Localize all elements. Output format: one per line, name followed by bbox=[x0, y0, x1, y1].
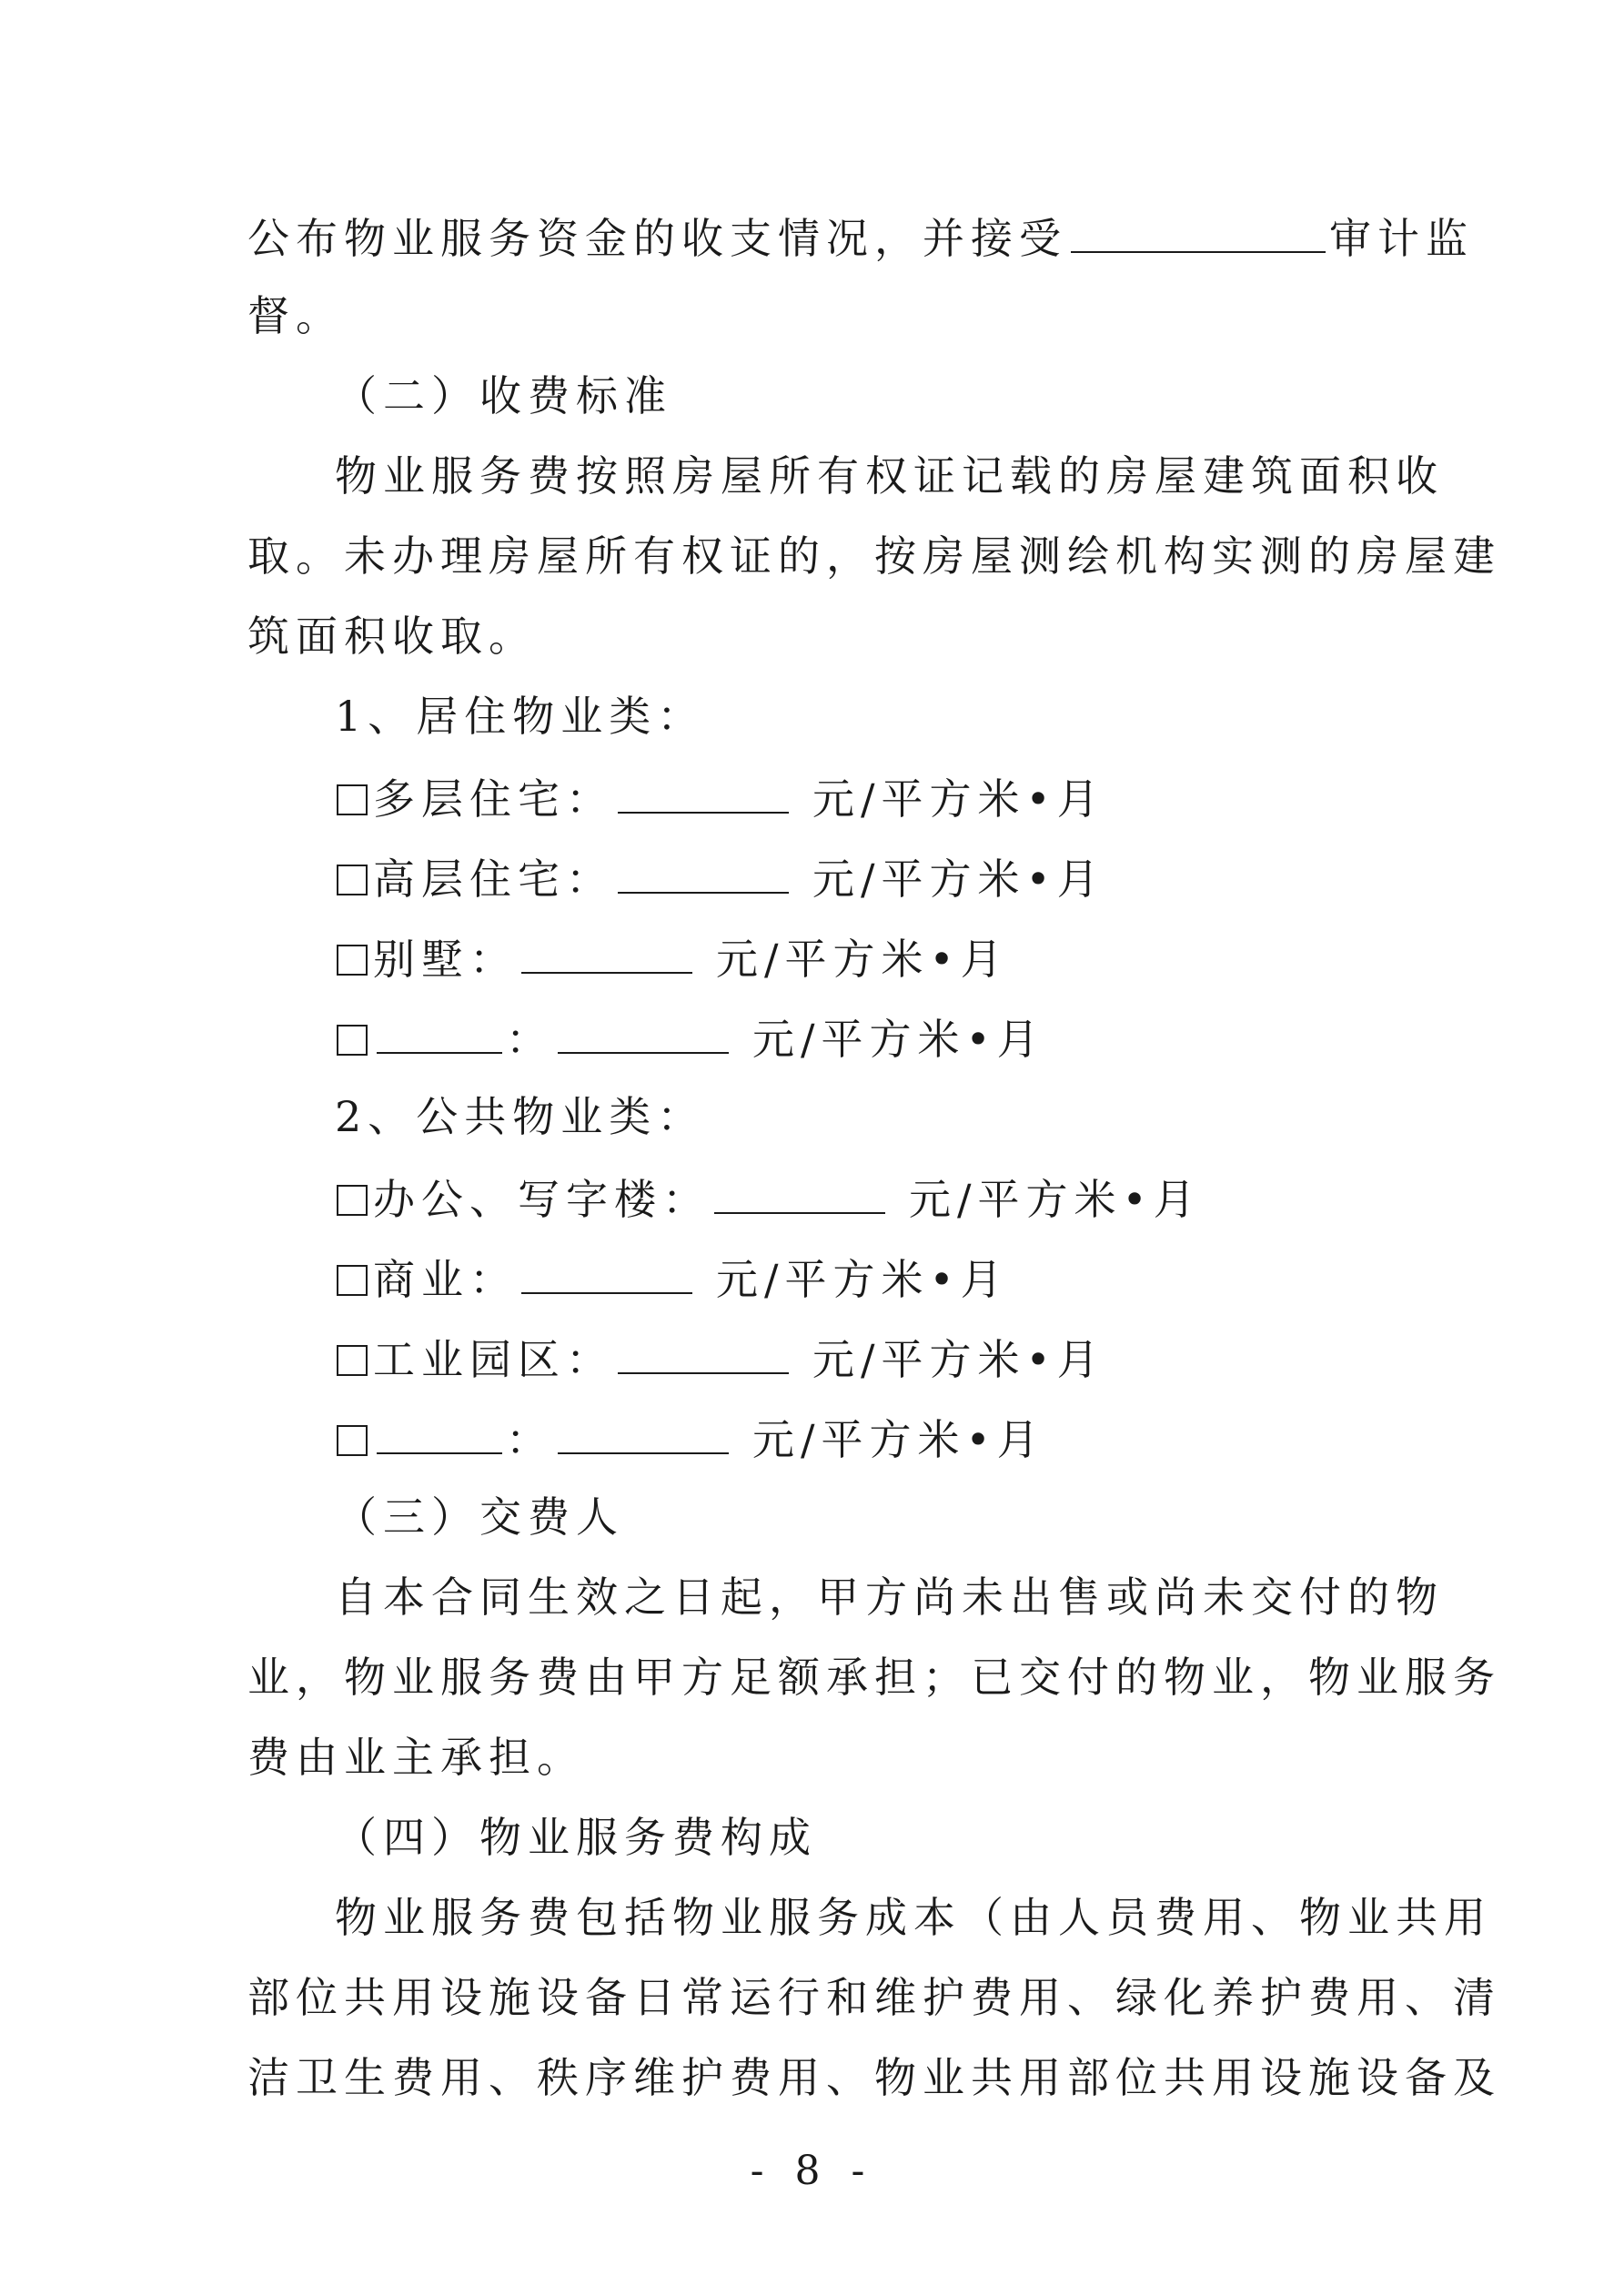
checkbox[interactable] bbox=[337, 1025, 368, 1056]
fee-row-unit: 元/平方米•月 bbox=[812, 1335, 1105, 1384]
fee-row-label: 商业： bbox=[373, 1255, 518, 1304]
fee-composition-para-line-1: 物业服务费包括物业服务成本（由人员费用、物业共用 bbox=[335, 1893, 1492, 1942]
intro-text-before: 公布物业服务资金的收支情况，并接受 bbox=[247, 214, 1067, 263]
amount-blank[interactable] bbox=[558, 1010, 729, 1054]
residential-heading: 1、居住物业类： bbox=[335, 692, 706, 741]
checkbox[interactable] bbox=[337, 1425, 368, 1456]
fee-standard-para-line-3: 筑面积收取。 bbox=[247, 612, 537, 661]
fee-row-other-public bbox=[335, 1411, 1472, 1463]
fee-row-unit: 元/平方米•月 bbox=[752, 1015, 1045, 1064]
fee-row-industrial-park bbox=[335, 1330, 1472, 1383]
amount-blank[interactable] bbox=[521, 1250, 692, 1294]
category-blank[interactable] bbox=[377, 1411, 502, 1454]
intro-text-after: 审计监 bbox=[1329, 214, 1474, 263]
amount-blank[interactable] bbox=[618, 770, 789, 814]
fee-row-multi-storey bbox=[335, 770, 1472, 823]
fee-row-label: 多层住宅： bbox=[373, 774, 614, 824]
fee-row-unit: 元/平方米•月 bbox=[909, 1175, 1202, 1224]
auditor-blank[interactable] bbox=[1071, 209, 1326, 253]
checkbox[interactable] bbox=[337, 1185, 368, 1216]
payer-para-line-3: 费由业主承担。 bbox=[247, 1733, 585, 1782]
fee-standard-para-line-1: 物业服务费按照房屋所有权证记载的房屋建筑面积收 bbox=[335, 451, 1444, 501]
fee-row-unit: 元/平方米•月 bbox=[812, 774, 1105, 824]
payer-para-line-2: 业，物业服务费由甲方足额承担；已交付的物业，物业服务 bbox=[247, 1653, 1501, 1702]
fee-row-label: 工业园区： bbox=[373, 1335, 614, 1384]
fee-row-villa bbox=[335, 930, 1472, 983]
amount-blank[interactable] bbox=[714, 1170, 885, 1214]
fee-row-label: 办公、写字楼： bbox=[373, 1175, 711, 1224]
fee-composition-para-line-2: 部位共用设施设备日常运行和维护费用、绿化养护费用、清 bbox=[247, 1973, 1501, 2022]
fee-row-label: ： bbox=[506, 1015, 554, 1064]
fee-row-high-rise bbox=[335, 850, 1472, 903]
checkbox[interactable] bbox=[337, 1345, 368, 1376]
fee-row-label: 高层住宅： bbox=[373, 855, 614, 904]
section-heading-fee-composition: （四）物业服务费构成 bbox=[335, 1813, 817, 1862]
fee-row-commercial bbox=[335, 1250, 1472, 1303]
amount-blank[interactable] bbox=[521, 930, 692, 974]
intro-line-1 bbox=[247, 209, 1474, 263]
checkbox[interactable] bbox=[337, 865, 368, 895]
fee-row-unit: 元/平方米•月 bbox=[716, 935, 1009, 984]
fee-row-unit: 元/平方米•月 bbox=[716, 1255, 1009, 1304]
amount-blank[interactable] bbox=[618, 850, 789, 894]
category-blank[interactable] bbox=[377, 1010, 502, 1054]
checkbox[interactable] bbox=[337, 945, 368, 976]
fee-row-label: ： bbox=[506, 1415, 554, 1464]
fee-row-other-residential bbox=[335, 1010, 1472, 1063]
amount-blank[interactable] bbox=[618, 1330, 789, 1374]
fee-row-unit: 元/平方米•月 bbox=[812, 855, 1105, 904]
page-number: - 8 - bbox=[750, 2148, 874, 2194]
fee-composition-para-line-3: 洁卫生费用、秩序维护费用、物业共用部位共用设施设备及 bbox=[247, 2053, 1501, 2102]
amount-blank[interactable] bbox=[558, 1411, 729, 1454]
payer-para-line-1: 自本合同生效之日起，甲方尚未出售或尚未交付的物 bbox=[335, 1573, 1444, 1622]
fee-row-office bbox=[335, 1170, 1472, 1223]
section-heading-fee-standard: （二）收费标准 bbox=[335, 371, 672, 420]
fee-row-unit: 元/平方米•月 bbox=[752, 1415, 1045, 1464]
fee-standard-para-line-2: 取。未办理房屋所有权证的，按房屋测绘机构实测的房屋建 bbox=[247, 531, 1501, 581]
intro-line-2: 督。 bbox=[247, 291, 344, 340]
checkbox[interactable] bbox=[337, 1265, 368, 1296]
checkbox[interactable] bbox=[337, 784, 368, 815]
public-heading: 2、公共物业类： bbox=[335, 1092, 706, 1141]
section-heading-payer: （三）交费人 bbox=[335, 1492, 624, 1542]
fee-row-label: 别墅： bbox=[373, 935, 518, 984]
